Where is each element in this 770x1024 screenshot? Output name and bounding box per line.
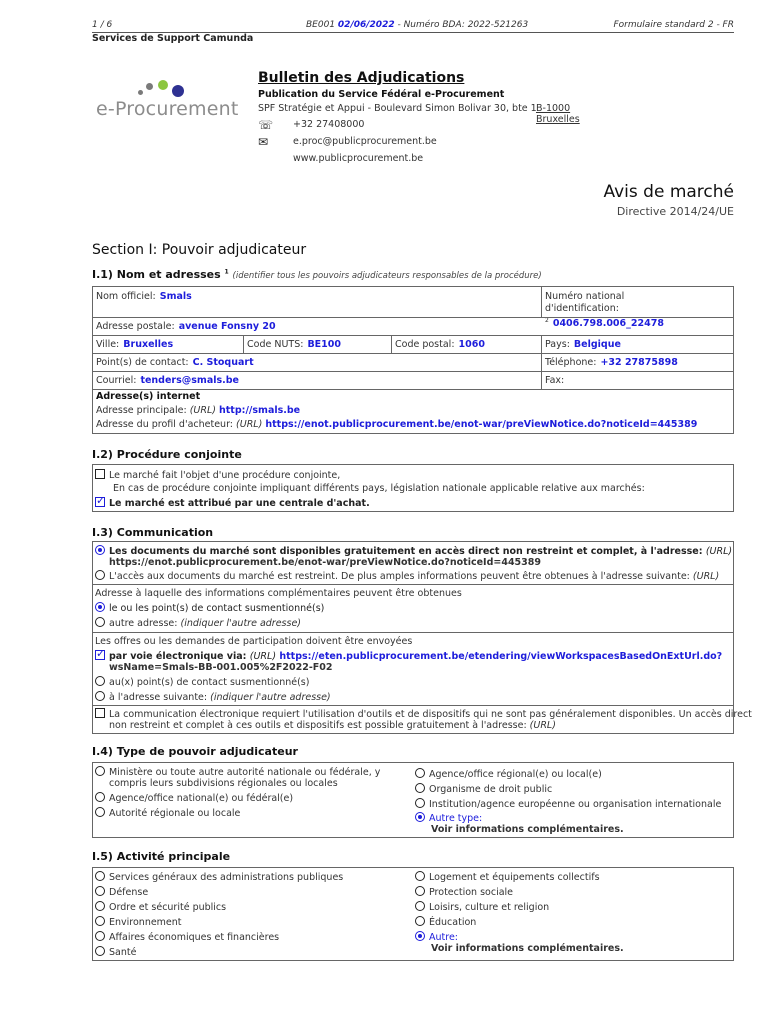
nuts-code-field [247, 339, 341, 350]
radio-icon[interactable] [415, 783, 425, 793]
option-label: Éducation [429, 917, 477, 928]
radio-icon[interactable] [95, 946, 105, 956]
notice-title: Avis de marché [603, 182, 734, 202]
envelope-icon: ✉ [258, 135, 269, 149]
radio-icon[interactable] [95, 901, 105, 911]
additional-info-label: Adresse à laquelle des informations complémentaires peuvent être obtenues [95, 588, 462, 599]
option-label: Autorité régionale ou locale [109, 808, 241, 819]
url-tag: (URL) [189, 405, 216, 416]
option-label: Services généraux des administrations publiques [109, 872, 344, 883]
documents-restricted-option[interactable] [95, 570, 719, 582]
field-value: +32 27875898 [600, 357, 678, 368]
field-value: C. Stoquart [192, 357, 254, 368]
offers-url-link-cont[interactable]: wsName=Smals-BB-001.005%2F2022-F02 [109, 662, 333, 673]
contact-point-field [96, 357, 254, 368]
footnote-mark: 2 [545, 317, 549, 324]
field-label: Numéro national [545, 291, 625, 302]
authority-ministry-option-cont: compris leurs subdivisions régionales ou locales [109, 778, 338, 789]
info-contact-point-option[interactable] [95, 602, 324, 614]
activity-other-link[interactable]: Voir informations complémentaires. [431, 943, 624, 954]
option-label: Loisirs, culture et religion [429, 902, 550, 913]
phone-icon: ☏ [258, 118, 274, 132]
footnote-mark: 1 [224, 268, 229, 276]
option-label: Environnement [109, 917, 182, 928]
notice-directive: Directive 2014/24/UE [616, 205, 734, 218]
cell-divider [541, 335, 542, 389]
activity-social-option[interactable] [415, 886, 513, 898]
radio-icon[interactable] [95, 792, 105, 802]
logo-wordmark: e-Procurement [96, 98, 239, 120]
publisher-block [258, 70, 580, 165]
option-label: L'accès aux documents du marché est restreint. De plus amples informations peuvent être obtenues à l'adresse suivante: [109, 571, 690, 582]
row-divider [93, 353, 733, 354]
form-type: Formulaire standard 2 - FR [613, 20, 734, 30]
i1-heading-text: I.1) Nom et adresses [92, 268, 221, 281]
bulletin-subtitle: Publication du Service Fédéral e-Procurement [258, 89, 505, 100]
option-label: autre adresse: [109, 618, 178, 629]
i5-main-activity-box [92, 867, 734, 961]
publisher-email-row [258, 136, 537, 148]
notice-title-block [603, 182, 734, 218]
i3-communication-box [92, 541, 752, 734]
activity-leisure-option[interactable] [415, 901, 549, 913]
joint-procedure-option[interactable] [95, 469, 340, 481]
page-header [92, 20, 734, 32]
authority-public-law-option[interactable] [415, 783, 552, 795]
field-label: d'identification: [545, 303, 619, 314]
logo-dot-blue [172, 85, 184, 97]
field-label: Ville: [96, 339, 120, 350]
subsection-heading-i5: I.5) Activité principale [92, 850, 231, 863]
internet-addresses-label: Adresse(s) internet [96, 391, 201, 402]
central-purchasing-option[interactable] [95, 497, 370, 509]
radio-icon[interactable] [95, 807, 105, 817]
option-label: non restreint et complet à ces outils et dispositifs est possible gratuitement à l'adresse: [109, 720, 527, 731]
postal-code-field [395, 339, 485, 350]
option-label: Institution/agence européenne ou organisation internationale [429, 799, 722, 810]
info-other-address-option[interactable] [95, 617, 301, 629]
publisher-website[interactable]: www.publicprocurement.be [293, 153, 424, 164]
e-procurement-logo [96, 76, 239, 126]
option-label: Protection sociale [429, 887, 514, 898]
electronic-tools-note [109, 720, 556, 731]
url-tag: (URL) [236, 419, 263, 430]
activity-economic-option[interactable] [95, 931, 279, 943]
url-tag: (URL) [529, 720, 556, 731]
field-value: Smals [159, 291, 192, 302]
activity-health-option[interactable] [95, 946, 136, 958]
electronic-tools-option[interactable] [95, 708, 752, 720]
authority-other-option[interactable] [415, 812, 482, 824]
cell-divider [541, 287, 542, 317]
email-field [96, 375, 239, 386]
activity-housing-option[interactable] [415, 871, 600, 883]
url-tag: (URL) [249, 651, 277, 662]
buyer-profile-field [96, 419, 697, 430]
i1-address-table [92, 286, 734, 434]
radio-icon[interactable] [95, 617, 105, 627]
publisher-city: B-1000 Bruxelles [536, 103, 580, 125]
field-value: Bruxelles [123, 339, 174, 350]
option-note: (indiquer l'autre adresse) [180, 618, 301, 629]
publisher-phone: +32 27408000 [293, 119, 365, 130]
radio-selected-icon[interactable] [415, 931, 425, 941]
option-label: par voie électronique via: [109, 651, 247, 662]
offers-sending-label: Les offres ou les demandes de participation doivent être envoyées [95, 636, 413, 647]
postal-address-field [96, 321, 276, 332]
field-value[interactable]: tenders@smals.be [140, 375, 239, 386]
publisher-web-row [258, 153, 537, 165]
url-tag: (URL) [705, 546, 733, 557]
authority-other-link[interactable]: Voir informations complémentaires. [431, 824, 624, 835]
logo-dot-green [158, 80, 168, 90]
radio-icon[interactable] [95, 871, 105, 881]
offers-contact-point-option[interactable] [95, 676, 309, 688]
authority-regional-option[interactable] [95, 807, 240, 819]
row-divider [93, 705, 733, 706]
subsection-heading-i4: I.4) Type de pouvoir adjudicateur [92, 745, 298, 758]
city-field [96, 339, 173, 350]
publisher-phone-row [258, 119, 537, 131]
radio-icon[interactable] [95, 570, 105, 580]
option-label: Le marché est attribué par une centrale d'achat. [109, 498, 370, 509]
radio-icon[interactable] [415, 768, 425, 778]
field-value: avenue Fonsny 20 [178, 321, 276, 332]
field-value: 1060 [458, 339, 485, 350]
field-value: 0406.798.006_22478 [552, 318, 664, 330]
i1-note: (identifier tous les pouvoirs adjudicateurs responsables de la procédure) [232, 271, 542, 281]
row-divider [93, 371, 733, 372]
row-divider [93, 335, 733, 336]
option-label: Les documents du marché sont disponibles gratuitement en accès direct non restreint et complet, à l'adresse: [109, 546, 703, 557]
option-label: Santé [109, 947, 137, 958]
option-label: à l'adresse suivante: [109, 692, 208, 703]
i2-joint-procedure-box [92, 464, 734, 512]
option-label: Organisme de droit public [429, 784, 553, 795]
option-label: Le marché fait l'objet d'une procédure conjointe, [109, 470, 341, 481]
bda-number: - Numéro BDA: 2022-521263 [397, 20, 529, 30]
cell-divider [391, 335, 392, 353]
option-label: Ordre et sécurité publics [109, 902, 227, 913]
field-label: Nom officiel: [96, 291, 156, 302]
ref-prefix: BE001 [306, 20, 336, 30]
radio-selected-icon[interactable] [95, 602, 105, 612]
logo-dot-gray-small [138, 90, 143, 95]
nom-officiel-field [96, 291, 192, 302]
radio-icon[interactable] [95, 766, 105, 776]
option-label: Logement et équipements collectifs [429, 872, 600, 883]
field-label: Code postal: [395, 339, 455, 350]
subsection-heading-i1 [92, 268, 542, 281]
buyer-profile-link[interactable]: https://enot.publicprocurement.be/enot-war/preViewNotice.do?noticeId=445389 [265, 419, 698, 430]
option-label: Agence/office national(e) ou fédéral(e) [109, 793, 294, 804]
field-label: Adresse postale: [96, 321, 175, 332]
option-label: Défense [109, 887, 149, 898]
main-url-link[interactable]: http://smals.be [219, 405, 301, 416]
section-title: Section I: Pouvoir adjudicateur [92, 242, 307, 258]
organization-name: Services de Support Camunda [92, 33, 254, 44]
option-label: Affaires économiques et financières [109, 932, 280, 943]
row-divider [93, 389, 733, 390]
telephone-field [545, 357, 678, 368]
radio-icon[interactable] [95, 676, 105, 686]
field-label: Fax: [545, 375, 565, 386]
option-label: Agence/office régional(e) ou local(e) [429, 769, 602, 780]
radio-icon[interactable] [415, 798, 425, 808]
field-value: BE100 [307, 339, 341, 350]
radio-icon[interactable] [95, 931, 105, 941]
checkbox-checked-icon[interactable] [95, 497, 105, 507]
authority-regional-agency-option[interactable] [415, 768, 602, 780]
national-id-field [545, 291, 733, 330]
notice-reference [306, 20, 528, 30]
checkbox-icon[interactable] [95, 708, 105, 718]
url-tag: (URL) [692, 571, 720, 582]
row-divider [93, 317, 733, 318]
fax-field [545, 375, 564, 386]
option-label: le ou les point(s) de contact susmentionné(s) [109, 603, 325, 614]
radio-icon[interactable] [415, 886, 425, 896]
radio-icon[interactable] [415, 901, 425, 911]
main-address-field [96, 405, 300, 416]
option-label: Autre: [429, 932, 458, 943]
option-label: La communication électronique requiert l'utilisation d'outils et de dispositifs qui ne sont pas généralement disponibles. Un accès direct [109, 709, 752, 720]
authority-ministry-option[interactable] [95, 766, 380, 778]
publisher-street: SPF Stratégie et Appui - Boulevard Simon Bolivar 30, bte 1 [258, 103, 537, 114]
activity-general-services-option[interactable] [95, 871, 343, 883]
field-label: Pays: [545, 339, 570, 350]
radio-icon[interactable] [95, 691, 105, 701]
subsection-heading-i2: I.2) Procédure conjointe [92, 448, 242, 461]
radio-icon[interactable] [95, 916, 105, 926]
publication-date: 02/06/2022 [337, 20, 395, 30]
radio-icon[interactable] [415, 916, 425, 926]
authority-eu-institution-option[interactable] [415, 798, 721, 810]
field-label: Adresse principale: [96, 405, 187, 416]
activity-environment-option[interactable] [95, 916, 182, 928]
radio-icon[interactable] [95, 886, 105, 896]
radio-selected-icon[interactable] [415, 812, 425, 822]
field-label: Point(s) de contact: [96, 357, 189, 368]
option-label: Autre type: [429, 813, 483, 824]
checkbox-icon[interactable] [95, 469, 105, 479]
field-value: Belgique [573, 339, 621, 350]
activity-other-option[interactable] [415, 931, 458, 943]
documents-free-access-option[interactable] [95, 545, 732, 557]
activity-public-order-option[interactable] [95, 901, 226, 913]
field-label: Téléphone: [545, 357, 597, 368]
activity-education-option[interactable] [415, 916, 476, 928]
i4-authority-type-box [92, 762, 734, 838]
authority-national-agency-option[interactable] [95, 792, 293, 804]
offers-url-link[interactable]: https://eten.publicprocurement.be/etendering/viewWorkspacesBasedOnExtUrl.do? [279, 651, 723, 662]
option-label: au(x) point(s) de contact susmentionné(s) [109, 677, 310, 688]
radio-icon[interactable] [415, 871, 425, 881]
option-note: (indiquer l'autre adresse) [210, 692, 331, 703]
logo-dot-gray [146, 83, 153, 90]
option-label: Ministère ou toute autre autorité nationale ou fédérale, y [109, 767, 381, 778]
field-label: Code NUTS: [247, 339, 304, 350]
field-label: Adresse du profil d'acheteur: [96, 419, 234, 430]
publisher-email[interactable]: e.proc@publicprocurement.be [293, 136, 437, 147]
offers-electronic-option[interactable] [95, 650, 722, 662]
country-field [545, 339, 621, 350]
joint-procedure-note: En cas de procédure conjointe impliquant différents pays, législation nationale applicable relative aux marchés: [113, 483, 645, 494]
cell-divider [243, 335, 244, 353]
documents-url-link[interactable]: https://enot.publicprocurement.be/enot-war/preViewNotice.do?noticeId=445389 [109, 557, 541, 568]
offers-other-address-option[interactable] [95, 691, 331, 703]
row-divider [93, 584, 733, 585]
subsection-heading-i3: I.3) Communication [92, 526, 214, 539]
bulletin-title: Bulletin des Adjudications [258, 70, 465, 86]
checkbox-checked-icon[interactable] [95, 650, 105, 660]
row-divider [93, 632, 733, 633]
radio-selected-icon[interactable] [95, 545, 105, 555]
activity-defense-option[interactable] [95, 886, 148, 898]
field-label: Courriel: [96, 375, 137, 386]
page-number: 1 / 6 [92, 20, 113, 30]
